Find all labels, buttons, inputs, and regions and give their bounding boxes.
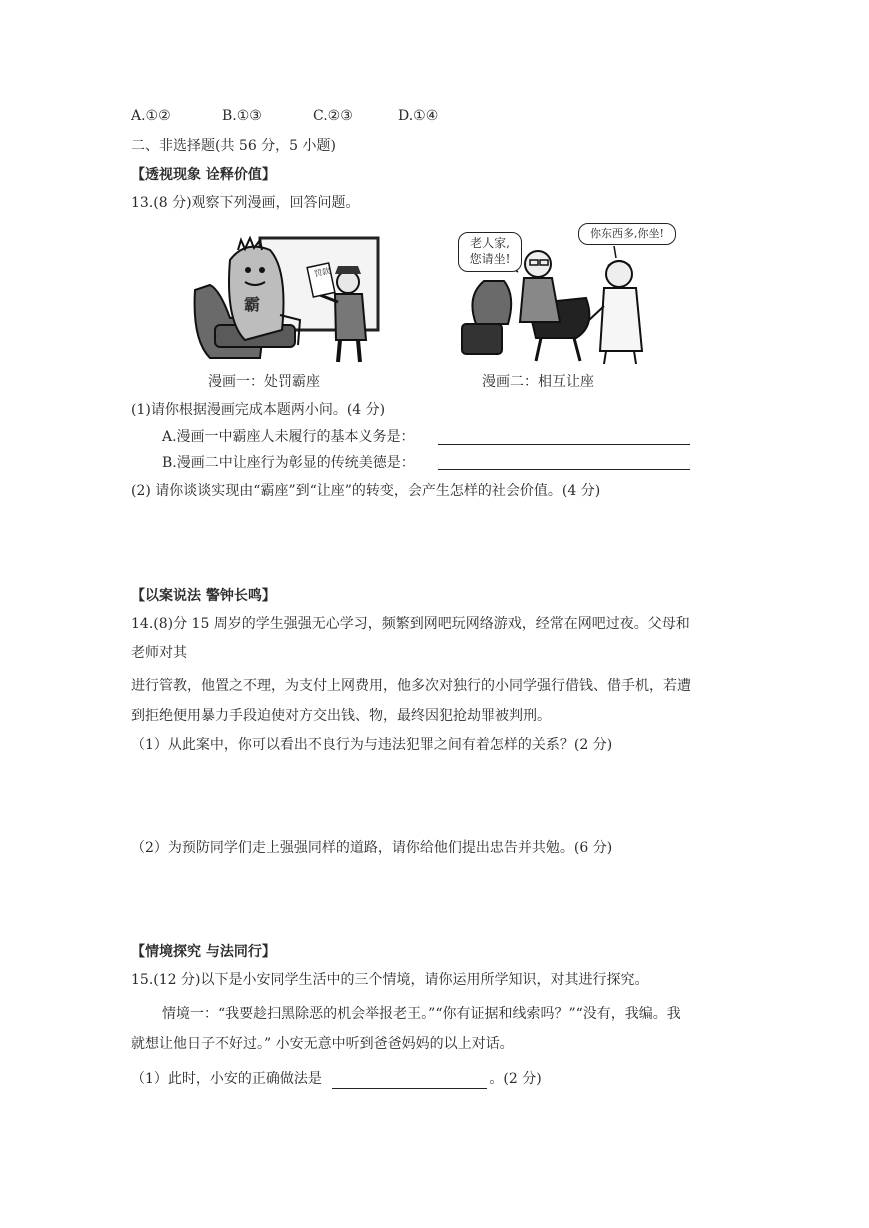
q14-line1: 14.(8)分 15 周岁的学生强强无心学习，频繁到网吧玩网络游戏，经常在网吧过夜。父母和 xyxy=(131,616,690,632)
cartoon-seat-hogging xyxy=(190,230,385,365)
hog-label: 霸 xyxy=(244,295,261,314)
option-b: B.①③ xyxy=(222,108,262,124)
q15-sub1-prefix: （1）此时，小安的正确做法是 xyxy=(131,1071,322,1087)
answer-blank-b[interactable] xyxy=(438,453,690,470)
q14-line2: 老师对其 xyxy=(131,645,187,661)
block-title-1: 【透视现象 诠释价值】 xyxy=(131,167,276,183)
q15-scene-line1: 情境一：“我要趁扫黑除恶的机会举报老王。”“你有证据和线索吗？”“没有，我编。我 xyxy=(162,1006,681,1022)
q15-sub1 xyxy=(131,1069,542,1089)
option-d: D.①④ xyxy=(398,108,439,124)
q15-scene-line2: 就想让他日子不好过。” 小安无意中听到爸爸妈妈的以上对话。 xyxy=(131,1036,514,1052)
q14-sub1: （1）从此案中，你可以看出不良行为与违法犯罪之间有着怎样的关系？(2 分) xyxy=(131,737,613,753)
block-title-3: 【情境探究 与法同行】 xyxy=(131,944,276,960)
speech-bubble-old: 你东西多,你坐! xyxy=(578,223,676,245)
option-c: C.②③ xyxy=(313,108,353,124)
q13-stem: 13.(8 分)观察下列漫画，回答问题。 xyxy=(131,195,360,211)
q14-line3: 进行管教，他置之不理，为支付上网费用，他多次对独行的小同学强行借钱、借手机，若遭 xyxy=(131,678,691,694)
q13-sub1-a xyxy=(162,427,415,447)
caption-cartoon-2: 漫画二：相互让座 xyxy=(482,374,594,390)
q13-sub1-b-text: B.漫画二中让座行为彰显的传统美德是： xyxy=(162,455,415,471)
block-title-2: 【以案说法 警钟长鸣】 xyxy=(131,588,276,604)
option-a: A.①② xyxy=(131,108,171,124)
q13-sub2: (2) 请你谈谈实现由“霸座”到“让座”的转变，会产生怎样的社会价值。(4 分) xyxy=(131,483,601,499)
answer-blank-a[interactable] xyxy=(438,428,690,445)
fine-ticket-label: 罚款 xyxy=(313,266,331,279)
q13-sub1: (1)请你根据漫画完成本题两小问。(4 分) xyxy=(131,402,386,418)
bubble-young-line2: 您请坐! xyxy=(469,252,511,266)
q14-line4: 到拒绝便用暴力手段迫使对方交出钱、物，最终因犯抢劫罪被判刑。 xyxy=(131,708,551,724)
q15-sub1-suffix: 。(2 分) xyxy=(489,1071,542,1087)
bubble-young-line1: 老人家, xyxy=(470,236,510,250)
q13-sub1-a-text: A.漫画一中霸座人未履行的基本义务是： xyxy=(162,429,415,445)
q15-stem: 15.(12 分)以下是小安同学生活中的三个情境，请你运用所学知识，对其进行探究。 xyxy=(131,972,649,988)
section-header: 二、非选择题(共 56 分，5 小题) xyxy=(131,138,336,154)
answer-blank-q15[interactable] xyxy=(332,1072,487,1089)
caption-cartoon-1: 漫画一：处罚霸座 xyxy=(208,374,320,390)
speech-bubble-young xyxy=(458,232,522,272)
q14-sub2: （2）为预防同学们走上强强同样的道路，请你给他们提出忠告并共勉。(6 分) xyxy=(131,840,613,856)
q13-sub1-b xyxy=(162,453,415,473)
